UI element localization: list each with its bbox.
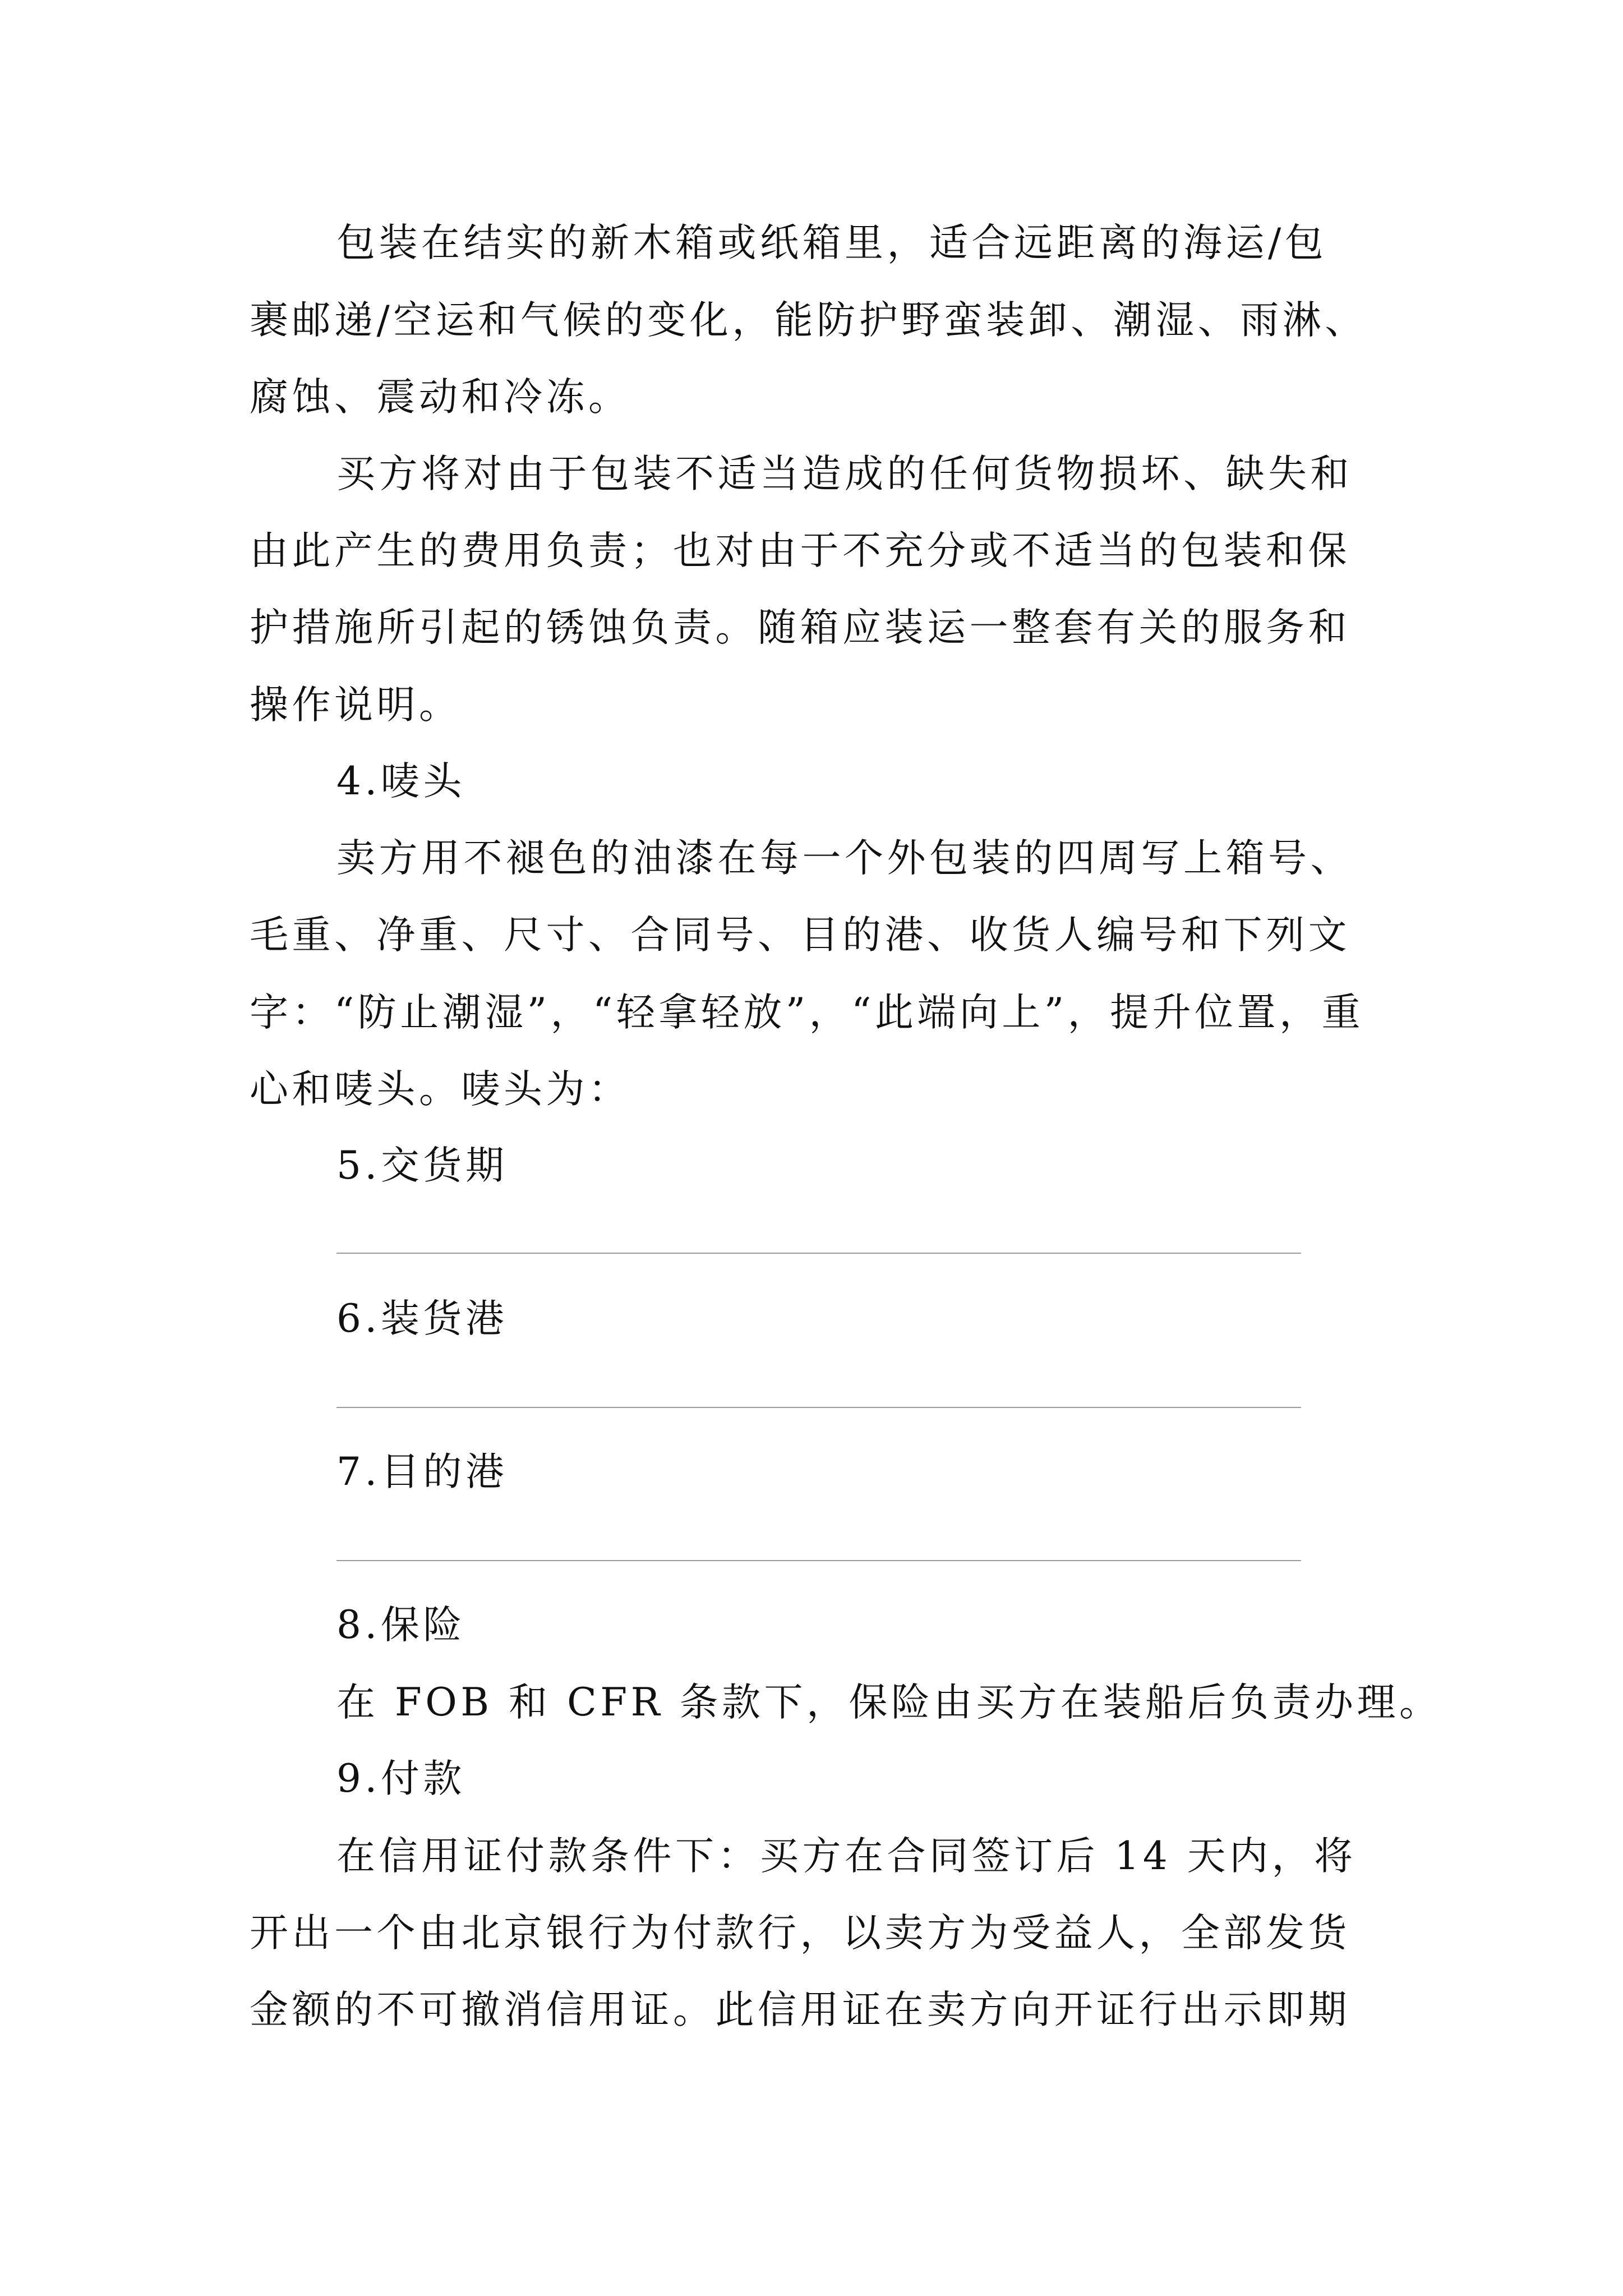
- section-heading-delivery: 5.交货期: [336, 1143, 508, 1188]
- packing-line-2: 裹邮递/空运和气候的变化，能防护野蛮装卸、潮湿、雨淋、: [250, 298, 1367, 343]
- payment-line-3: 金额的不可撤消信用证。此信用证在卖方向开证行出示即期: [250, 1987, 1350, 2032]
- delivery-blank-line: [336, 1253, 1301, 1254]
- payment-line-2: 开出一个由北京银行为付款行，以卖方为受益人，全部发货: [250, 1911, 1350, 1955]
- section-heading-loading-port: 6.装货港: [336, 1296, 508, 1341]
- payment-line-1: 在信用证付款条件下：买方在合同签订后 14 天内，将: [336, 1834, 1357, 1879]
- destination-port-blank-line: [336, 1560, 1301, 1561]
- section-heading-marks: 4.唛头: [336, 759, 465, 804]
- packing-line-1: 包装在结实的新木箱或纸箱里，适合远距离的海运/包: [336, 220, 1327, 265]
- section-heading-destination-port: 7.目的港: [336, 1450, 508, 1494]
- marks-line-3: 字：“防止潮湿”，“轻拿轻放”，“此端向上”，提升位置，重: [250, 990, 1364, 1035]
- insurance-text: 在 FOB 和 CFR 条款下，保险由买方在装船后负责办理。: [336, 1680, 1442, 1725]
- marks-line-1: 卖方用不褪色的油漆在每一个外包装的四周写上箱号、: [336, 836, 1353, 881]
- section-heading-payment: 9.付款: [336, 1756, 465, 1801]
- liability-line-1: 买方将对由于包装不适当造成的任何货物损坏、缺失和: [336, 452, 1353, 496]
- liability-line-2: 由此产生的费用负责；也对由于不充分或不适当的包装和保: [250, 528, 1350, 573]
- marks-line-4: 心和唛头。唛头为：: [250, 1067, 631, 1112]
- packing-line-3: 腐蚀、震动和冷冻。: [250, 375, 631, 420]
- liability-line-4: 操作说明。: [250, 683, 462, 728]
- loading-port-blank-line: [336, 1407, 1301, 1408]
- liability-line-3: 护措施所引起的锈蚀负责。随箱应装运一整套有关的服务和: [250, 605, 1350, 650]
- section-heading-insurance: 8.保险: [336, 1603, 465, 1648]
- marks-line-2: 毛重、净重、尺寸、合同号、目的港、收货人编号和下列文: [250, 913, 1350, 958]
